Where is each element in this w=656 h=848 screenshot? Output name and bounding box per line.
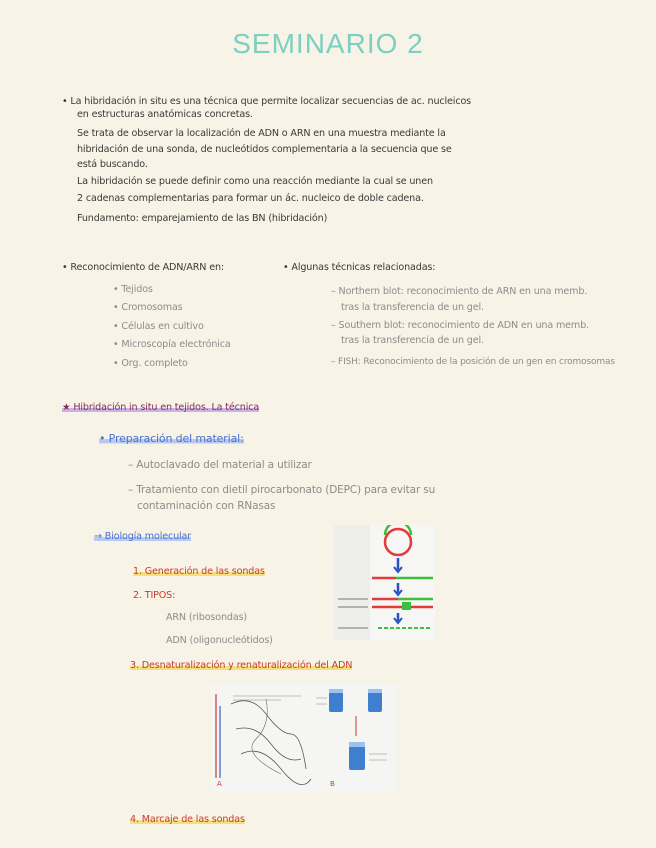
probe-generation-figure xyxy=(334,525,435,640)
intro-line-6: La hibridación se puede definir como una reacción mediante la cual se unen xyxy=(77,176,433,187)
related-line: – Northern blot: reconocimiento de ARN en una memb. xyxy=(331,286,588,297)
recognition-heading: • Reconocimiento de ADN/ARN en: xyxy=(62,262,224,273)
recognition-item: • Org. completo xyxy=(113,358,188,369)
intro-line-3: Se trata de observar la localización de ADN o ARN en una muestra mediante la xyxy=(77,128,446,139)
denaturation-figure xyxy=(211,684,397,792)
step-3 xyxy=(130,660,352,672)
step-3-text: 3. Desnaturalización y renaturalización del ADN xyxy=(130,660,353,671)
related-line: – FISH: Reconocimiento de la posición de un gen en cromosomas xyxy=(331,357,615,367)
prep-item: contaminación con RNasas xyxy=(137,500,276,512)
prep-item: – Tratamiento con dietil pirocarbonato (DEPC) para evitar su xyxy=(128,484,436,496)
prep-heading xyxy=(99,433,244,445)
intro-line-4: hibridación de una sonda, de nucleótidos complementaria a la secuencia que se xyxy=(77,144,452,155)
bio-heading xyxy=(94,531,191,543)
page-title: SEMINARIO 2 xyxy=(232,28,424,59)
intro-line-1: • La hibridación in situ es una técnica que permite localizar secuencias de ac. nucleicos xyxy=(62,96,472,107)
intro-line-7: 2 cadenas complementarias para formar un ác. nucleico de doble cadena. xyxy=(77,193,424,204)
recognition-item: • Cromosomas xyxy=(113,302,183,313)
probe-generation-diagram xyxy=(334,525,435,640)
panel-a-label: A xyxy=(217,780,222,788)
panel-b-label: B xyxy=(330,780,335,788)
intro-line-2: en estructuras anatómicas concretas. xyxy=(77,109,253,120)
related-line: – Southern blot: reconocimiento de ADN en una memb. xyxy=(331,320,589,331)
related-line: tras la transferencia de un gel. xyxy=(341,302,484,313)
bio-heading-text: → Biología molecular xyxy=(94,531,192,542)
step-4-text: 4. Marcaje de las sondas xyxy=(130,814,245,825)
denaturation-diagram xyxy=(211,684,397,792)
step-2-rna: ARN (ribosondas) xyxy=(166,612,248,623)
recognition-item: • Tejidos xyxy=(113,284,153,295)
step-1 xyxy=(133,566,265,578)
step-2-dna: ADN (oligonucleótidos) xyxy=(166,635,273,646)
step-2: 2. TIPOS: xyxy=(133,590,176,601)
intro-line-8: Fundamento: emparejamiento de las BN (hibridación) xyxy=(77,213,328,224)
prep-item: – Autoclavado del material a utilizar xyxy=(128,459,312,471)
related-heading: • Algunas técnicas relacionadas: xyxy=(283,262,436,273)
intro-line-5: está buscando. xyxy=(77,159,148,170)
prep-heading-text: • Preparación del material: xyxy=(99,432,244,445)
recognition-item: • Células en cultivo xyxy=(113,321,204,332)
step-1-text: 1. Generación de las sondas xyxy=(133,566,265,577)
section-heading xyxy=(62,402,259,414)
related-line: tras la transferencia de un gel. xyxy=(341,335,484,346)
section-heading-text: ★ Hibridación in situ en tejidos. La técnica xyxy=(62,402,260,413)
recognition-item: • Microscopía electrónica xyxy=(113,339,231,350)
step-4 xyxy=(130,814,245,826)
